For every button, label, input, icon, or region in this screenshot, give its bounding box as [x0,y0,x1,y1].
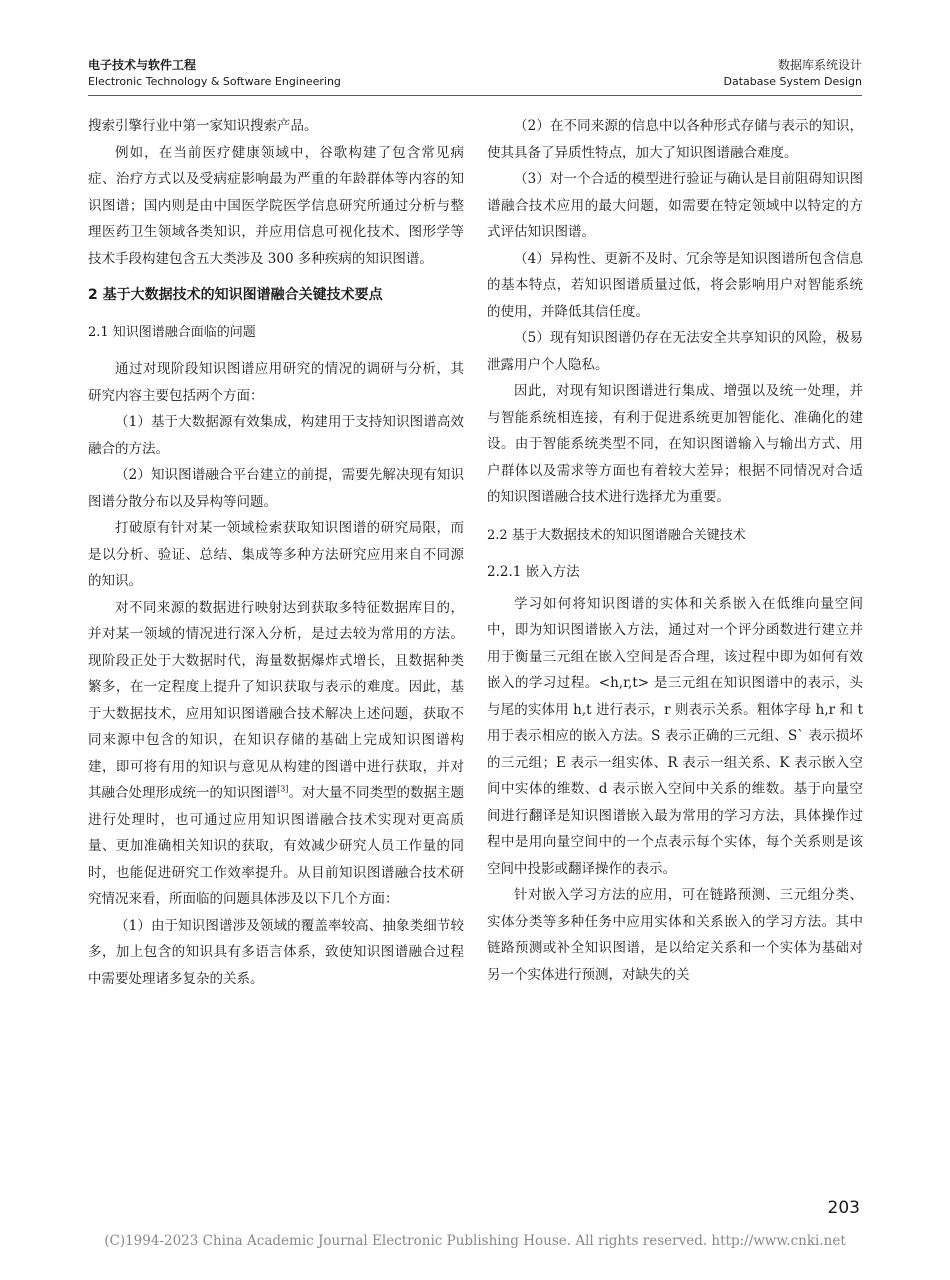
paragraph: 学习如何将知识图谱的实体和关系嵌入在低维向量空间中，即为知识图谱嵌入方法，通过对一个评分函数进行建立并用于衡量三元组在嵌入空间是否合理，该过程中即为如何有效嵌入的学习过程。<h,r,t> 是三元组在知识图谱中的表示，头与尾的实体用 h,t 进行表示，r 则表示关系。粗体字母 h,r 和 t 用于表示相应的嵌入方法。S 表示正确的三元组、S` 表示损坏的三元组；E 表示一组实体、R 表示一组关系、K 表示嵌入空间中实体的维数、d 表示嵌入空间中关系的维数。基于向量空间进行翻译是知识图谱嵌入最为常用的学习方法，具体操作过程中是用向量空间中的一个点表示每个实体，每个关系则是该空间中投影或翻译操作的表示。 [487,595,863,877]
journal-title [88,57,341,90]
section-title [724,57,862,90]
citation-ref: [3] [277,784,289,794]
paragraph: 通过对现阶段知识图谱应用研究的情况的调研与分析，其研究内容主要包括两个方面： [88,361,464,404]
subsection-heading: 2.1 知识图谱融合面临的问题 [88,325,256,340]
list-paragraph: （4）异构性、更新不及时、冗余等是知识图谱所包含信息的基本特点，若知识图谱质量过低，将会影响用户对智能系统的使用，并降低其信任度。 [487,250,863,320]
paragraph-text: 对不同来源的数据进行映射达到获取多特征数据库目的，并对某一领域的情况进行深入分析，是过去较为常用的方法。现阶段正处于大数据时代，海量数据爆炸式增长，且数据种类繁多，在一定程度上提升了知识获取与表示的难度。因此，基于大数据技术，应用知识图谱融合技术解决上述问题，获取不同来源中包含的知识，在知识存储的基础上完成知识图谱构建，即可将有用的知识与意见从构建的图谱中进行获取，并对其融合处理形成统一的知识图谱 [88,599,464,801]
paragraph: 例如，在当前医疗健康领域中，谷歌构建了包含常见病症、治疗方式以及受病症影响最为严重的年龄群体等内容的知识图谱；国内则是由中国医学院医学信息研究所通过分析与整理医药卫生领域各类知识，并应用信息可视化技术、图形学等技术手段构建包含五大类涉及 300 多种疾病的知识图谱。 [88,144,464,267]
subsubsection-heading: 2.2.1 嵌入方法 [487,563,580,580]
paragraph-text: 。对大量不同类型的数据主题进行处理时，也可通过应用知识图谱融合技术实现对更高质量、更加准确相关知识的获取，有效减少研究人员工作量的同时，也能促进研究工作效率提升。从目前知识图谱融合技术研究情况来看，所面临的问题具体涉及以下几个方面： [88,785,465,907]
journal-title-cn: 电子技术与软件工程 [88,58,197,72]
paragraph: 打破原有针对某一领域检索获取知识图谱的研究局限，而是以分析、验证、总结、集成等多种方法研究应用来自不同源的知识。 [88,520,464,589]
list-paragraph: （1）基于大数据源有效集成，构建用于支持知识图谱高效融合的方法。 [88,414,464,457]
section-title-en: Database System Design [723,75,862,88]
subsection-heading: 2.2 基于大数据技术的知识图谱融合关键技术 [487,527,746,543]
running-header [88,57,862,95]
journal-title-en: Electronic Technology & Software Engineering [88,75,341,88]
list-paragraph: （5）现有知识图谱仍存在无法安全共享知识的风险，极易泄露用户个人隐私。 [487,330,863,373]
section-title-cn: 数据库系统设计 [777,58,862,72]
page-number: 203 [827,1198,860,1218]
paragraph [88,595,464,913]
paragraph: 搜索引擎行业中第一家知识搜索产品。 [88,118,318,134]
left-column [88,113,464,992]
list-paragraph: （2）在不同来源的信息中以各种形式存储与表示的知识，使其具备了异质性特点，加大了知识图谱融合难度。 [487,118,863,161]
paragraph: 因此，对现有知识图谱进行集成、增强以及统一处理，并与智能系统相连接，有利于促进系统更加智能化、准确化的建设。由于智能系统类型不同，在知识图谱输入与输出方式、用户群体以及需求等方面也有着较大差异；根据不同情况对合适的知识图谱融合技术进行选择尤为重要。 [487,383,863,505]
list-paragraph: （3）对一个合适的模型进行验证与确认是目前阻碍知识图谱融合技术应用的最大问题，如需要在特定领域中以特定的方式评估知识图谱。 [487,171,863,240]
section-heading: 2 基于大数据技术的知识图谱融合关键技术要点 [88,287,383,303]
right-column [487,113,863,988]
header-divider [88,95,862,96]
copyright-footer: (C)1994-2023 China Academic Journal Electronic Publishing House. All rights reserved. http://www.cnki.net [104,1233,846,1249]
paragraph: 针对嵌入学习方法的应用，可在链路预测、三元组分类、实体分类等多种任务中应用实体和关系嵌入的学习方法。其中链路预测或补全知识图谱，是以给定关系和一个实体为基础对另一个实体进行预测，对缺失的关 [487,887,863,983]
list-paragraph: （2）知识图谱融合平台建立的前提，需要先解决现有知识图谱分散分布以及异构等问题。 [88,467,464,510]
list-paragraph: （1）由于知识图谱涉及领域的覆盖率较高、抽象类细节较多，加上包含的知识具有多语言体系，致使知识图谱融合过程中需要处理诸多复杂的关系。 [88,917,464,987]
